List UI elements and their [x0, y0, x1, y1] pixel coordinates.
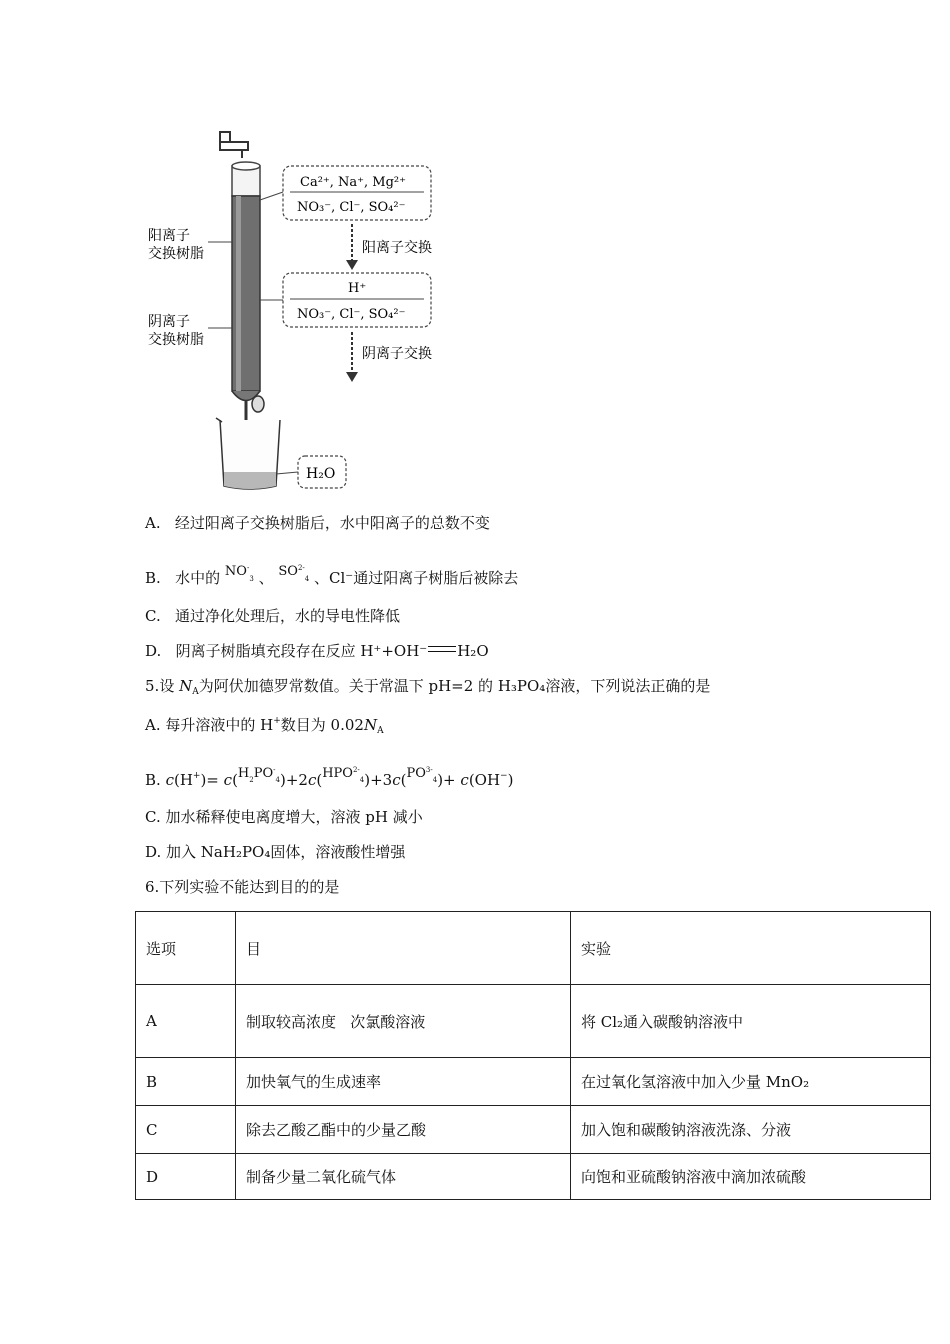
option-prefix: 水中的	[175, 569, 221, 587]
ion-hpo4: $HPO^{2-}_4$	[322, 766, 365, 784]
svg-text:阴离子: 阴离子	[148, 314, 190, 330]
q4-option-b	[145, 558, 518, 589]
table-row: D 制备少量二氧化硫气体 向饱和亚硫酸钠溶液中滴加浓硫酸	[136, 1154, 931, 1200]
experiment-table	[135, 911, 931, 1200]
q4-option-d	[145, 641, 489, 661]
label-cation-resin	[148, 228, 232, 262]
q5-option-b: B. $c(H^+)= c(H_2PO^-_4)+2c(HPO^{2-}_4)+3c(PO^{3-}_4)+ c(OH^-)$	[145, 760, 513, 790]
table-row: C 除去乙酸乙酯中的少量乙酸 加入饱和碳酸钠溶液洗涤、分液	[136, 1106, 931, 1154]
option-text: 阴离子树脂填充段存在反应 H⁺+OH⁻	[175, 642, 428, 660]
svg-text:Ca²⁺, Na⁺, Mg²⁺: Ca²⁺, Na⁺, Mg²⁺	[300, 175, 406, 190]
svg-text:H⁺: H⁺	[348, 281, 367, 296]
svg-text:NO₃⁻, Cl⁻, SO₄²⁻: NO₃⁻, Cl⁻, SO₄²⁻	[297, 200, 406, 215]
option-suffix: 、Cl⁻通过阳离子树脂后被除去	[314, 569, 519, 587]
header-experiment: 实验	[571, 912, 931, 985]
table-header-row	[136, 912, 931, 985]
arrow-anion-exchange	[346, 332, 432, 382]
header-option: 选项	[136, 912, 236, 985]
q5-option-d: D. 加入 NaH₂PO₄固体，溶液酸性增强	[145, 843, 406, 861]
water-box	[276, 456, 346, 488]
q5-stem: 5.设 $N_A$为阿伏加德罗常数值。关于常温下 pH=2 的 H₃PO₄溶液，下列说法正确的是	[145, 677, 711, 697]
option-letter: A.	[145, 514, 161, 532]
q4-option-c	[145, 606, 400, 626]
svg-text:NO₃⁻, Cl⁻, SO₄²⁻: NO₃⁻, Cl⁻, SO₄²⁻	[297, 307, 406, 322]
faucet-icon	[220, 132, 248, 158]
header-goal: 目	[236, 912, 571, 985]
q5-option-a: A. 每升溶液中的 H+数目为 $0.02N_A$	[145, 716, 384, 736]
equals-sign	[428, 646, 456, 652]
svg-text:H₂O: H₂O	[306, 466, 336, 482]
option-letter: D.	[145, 642, 162, 660]
arrow-cation-exchange	[346, 224, 432, 270]
svg-text:阳离子交换: 阳离子交换	[362, 240, 432, 256]
option-text: 通过净化处理后，水的导电性降低	[175, 607, 401, 625]
table-row: B 加快氧气的生成速率 在过氧化氢溶液中加入少量 MnO₂	[136, 1058, 931, 1106]
label-anion-resin	[148, 314, 232, 348]
ion-h2po4: $H_2PO^-_4$	[237, 766, 280, 784]
option-letter: C.	[145, 607, 161, 625]
option-product: H₂O	[457, 642, 489, 660]
table-row: A 制取较高浓度 次氯酸溶液 将 Cl₂通入碳酸钠溶液中	[136, 985, 931, 1058]
svg-text:交换树脂: 交换树脂	[148, 246, 204, 262]
ion-exchange-figure	[140, 128, 440, 498]
q6-stem: 6.下列实验不能达到目的的是	[145, 878, 340, 896]
ion-po4: $PO^{3-}_4$	[406, 766, 438, 784]
svg-text:阳离子: 阳离子	[148, 228, 190, 244]
beaker	[216, 418, 280, 489]
svg-text:阴离子交换: 阴离子交换	[362, 346, 432, 362]
svg-text:交换树脂: 交换树脂	[148, 332, 204, 348]
column	[232, 162, 264, 458]
option-letter: B.	[145, 569, 161, 587]
ion-so4: $SO^{2-}_4$	[278, 564, 310, 583]
option-text: 经过阳离子交换树脂后，水中阳离子的总数不变	[174, 514, 490, 532]
ion-box-before	[260, 166, 431, 220]
q5-option-c: C. 加水稀释使电离度增大，溶液 pH 减小	[145, 808, 423, 826]
ion-no3: $NO^-_3$	[224, 564, 254, 583]
ion-box-after-cation	[260, 273, 431, 327]
q4-option-a	[145, 513, 490, 533]
separator: 、	[258, 569, 274, 587]
